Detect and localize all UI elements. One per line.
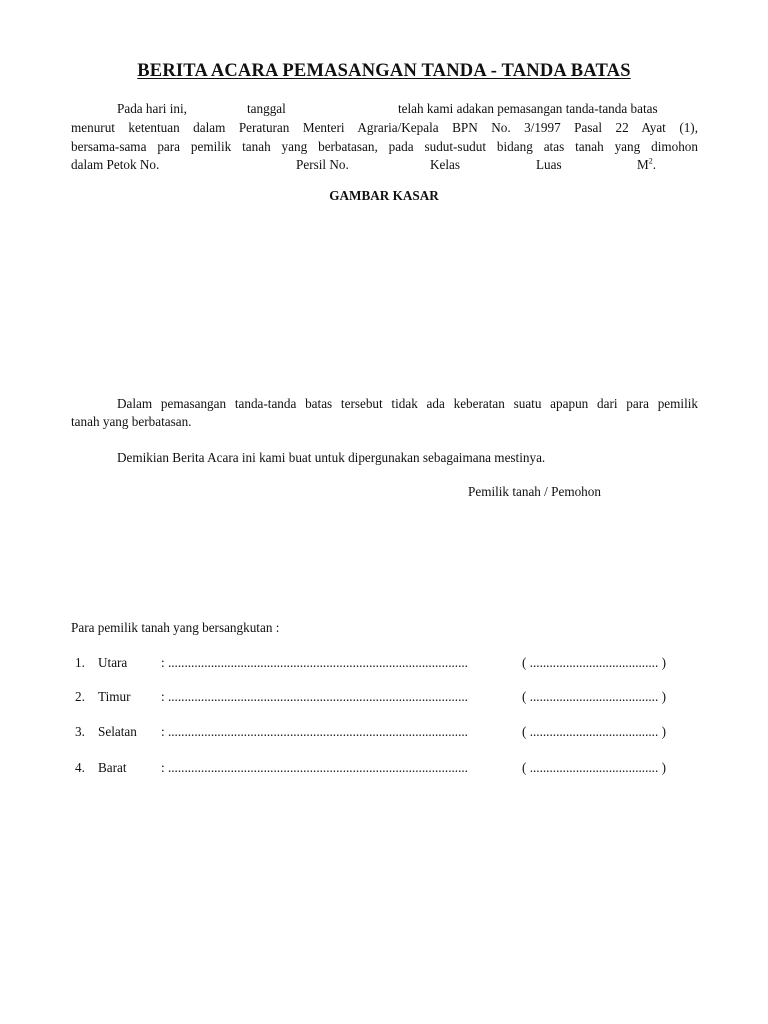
owner-name-line: : ........................................................................................... <box>161 689 468 704</box>
petok-label: dalam Petok No. <box>71 157 160 172</box>
owner-direction: Timur <box>98 689 131 704</box>
persil-label: Persil No. <box>296 157 349 172</box>
owner-name-line: : ........................................................................................... <box>161 655 468 670</box>
owner-row <box>0 689 768 707</box>
owner-row <box>0 655 768 673</box>
owner-number: 2. <box>75 689 85 704</box>
owner-signature-line: ( ....................................... ) <box>522 760 666 775</box>
owner-signature-line: ( ....................................... ) <box>522 689 666 704</box>
intro-line2: menurut ketentuan dalam Peraturan Menteri Agraria/Kepala BPN No. 3/1997 Pasal 22 Ayat (1), <box>71 120 698 135</box>
owner-name-line: : ........................................................................................... <box>161 760 468 775</box>
owner-direction: Selatan <box>98 724 137 739</box>
luas-label: Luas <box>536 157 562 172</box>
owner-signature-line: ( ....................................... ) <box>522 724 666 739</box>
area-unit: $M^2$. <box>637 156 657 172</box>
sketch-heading: GAMBAR KASAR <box>329 188 439 203</box>
owner-direction: Barat <box>98 760 127 775</box>
owner-direction: Utara <box>98 655 128 670</box>
owner-number: 1. <box>75 655 85 670</box>
owner-name-line: : ........................................................................................... <box>161 724 468 739</box>
owner-number: 3. <box>75 724 85 739</box>
signer-label: Pemilik tanah / Pemohon <box>468 484 601 499</box>
kelas-label: Kelas <box>430 157 461 172</box>
statement-line1: Dalam pemasangan tanda-tanda batas tersebut tidak ada keberatan suatu apapun dari para pemilik <box>117 396 698 411</box>
intro-line1-rest: telah kami adakan pemasangan tanda-tanda batas <box>398 101 658 116</box>
owner-row <box>0 760 768 778</box>
owner-number: 4. <box>75 760 85 775</box>
intro-line3: bersama-sama para pemilik tanah yang berbatasan, pada sudut-sudut bidang atas tanah yang dimohon <box>71 139 698 154</box>
owner-signature-line: ( ....................................... ) <box>522 655 666 670</box>
owner-row <box>0 724 768 742</box>
intro-date-label: tanggal <box>247 101 286 116</box>
owners-heading: Para pemilik tanah yang bersangkutan : <box>71 620 280 635</box>
statement-line2: tanah yang berbatasan. <box>71 414 192 429</box>
intro-day-label: Pada hari ini, <box>117 101 187 116</box>
document-title: BERITA ACARA PEMASANGAN TANDA - TANDA BATAS <box>137 61 631 81</box>
closing-statement: Demikian Berita Acara ini kami buat untuk dipergunakan sebagaimana mestinya. <box>117 450 546 465</box>
